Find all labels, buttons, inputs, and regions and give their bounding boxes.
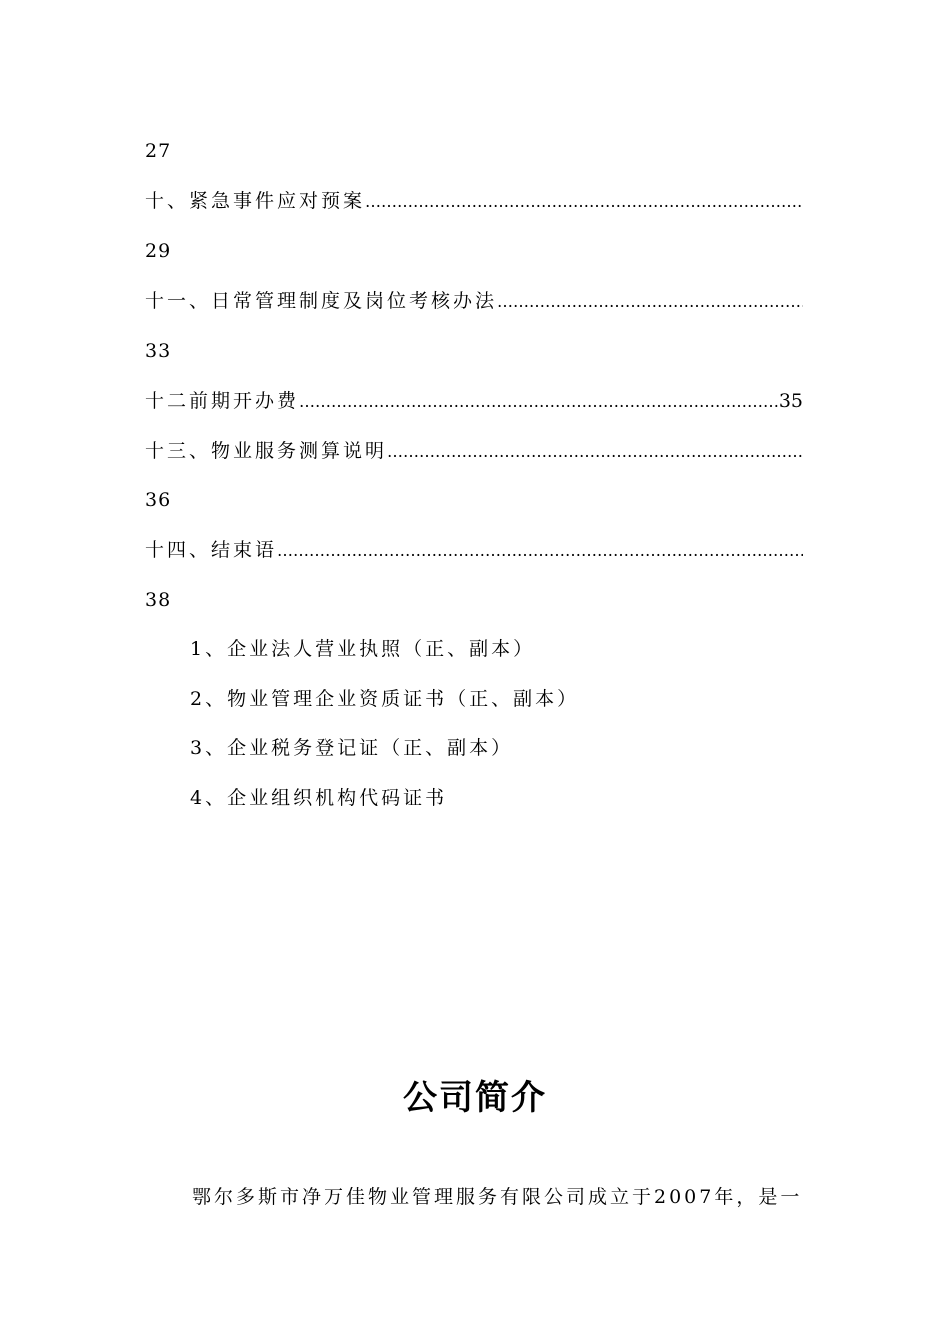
attachment-item: 1、企业法人营业执照（正、副本）	[190, 638, 536, 660]
toc-page-number: 36	[145, 489, 172, 511]
toc-entry-10[interactable]	[145, 189, 803, 213]
toc-entry-label: 十三、物业服务测算说明	[145, 440, 388, 462]
toc-entry-12[interactable]	[145, 389, 803, 413]
toc-entry-13[interactable]	[145, 439, 803, 463]
toc-dot-leader	[387, 441, 803, 463]
toc-entry-14[interactable]	[145, 538, 803, 562]
toc-dot-leader	[277, 540, 803, 562]
body-paragraph: 鄂尔多斯市净万佳物业管理服务有限公司成立于2007年，是一	[192, 1186, 803, 1208]
attachment-item: 3、企业税务登记证（正、副本）	[190, 737, 514, 759]
toc-page-number: 33	[145, 340, 172, 362]
toc-page-number: 38	[145, 589, 172, 611]
toc-dot-leader	[497, 291, 803, 313]
toc-page-number: 29	[145, 240, 172, 262]
toc-entry-label: 十一、日常管理制度及岗位考核办法	[145, 290, 498, 312]
section-title: 公司简介	[403, 1078, 547, 1118]
toc-page-number: 35	[778, 390, 803, 412]
attachment-item: 2、物业管理企业资质证书（正、副本）	[190, 688, 580, 710]
toc-dot-leader	[299, 391, 779, 413]
toc-dot-leader	[365, 191, 803, 213]
toc-page-number: 27	[145, 140, 172, 162]
toc-entry-label: 十四、结束语	[145, 539, 278, 561]
toc-entry-label: 十二前期开办费	[145, 390, 300, 412]
toc-entry-11[interactable]	[145, 289, 803, 313]
attachment-item: 4、企业组织机构代码证书	[190, 787, 448, 809]
toc-entry-label: 十、紧急事件应对预案	[145, 190, 366, 212]
